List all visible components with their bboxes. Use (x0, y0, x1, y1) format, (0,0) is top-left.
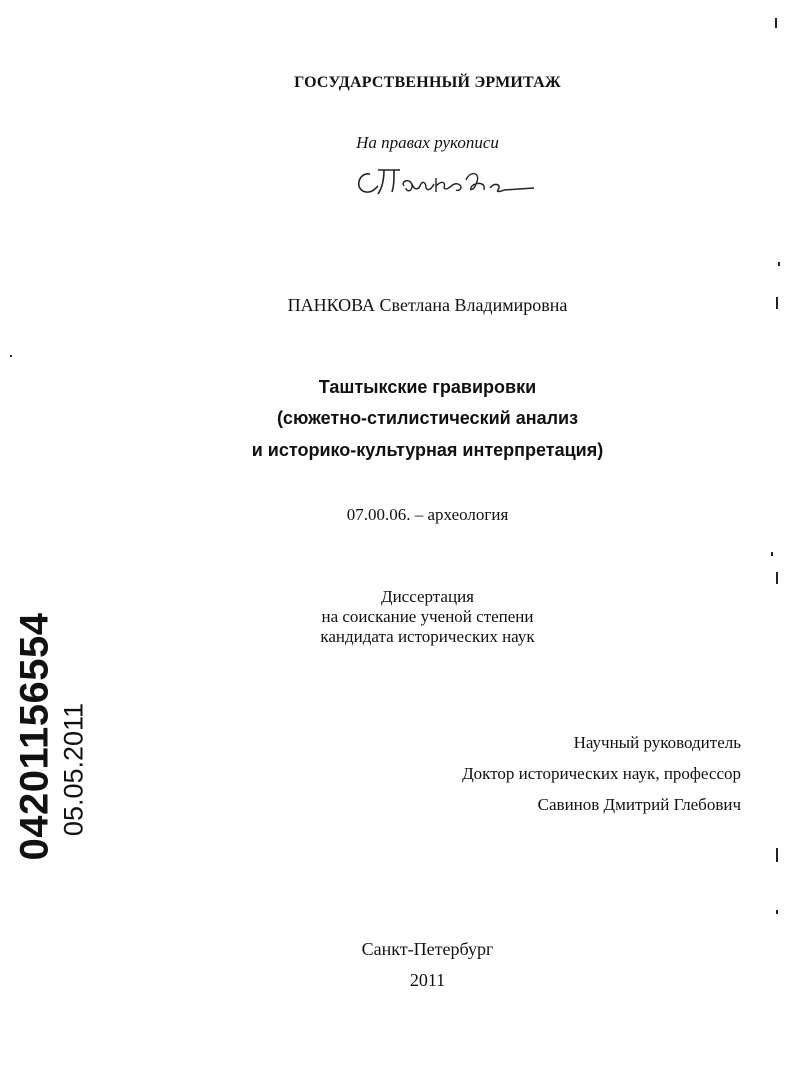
scan-speck (775, 18, 777, 28)
scan-speck (776, 910, 778, 914)
library-stamp-date: 05.05.2011 (58, 702, 89, 837)
author-name: ПАНКОВА Светлана Владимировна (287, 295, 568, 315)
organization-name: ГОСУДАРСТВЕННЫЙ ЭРМИТАЖ (294, 74, 561, 91)
supervisor-role: Научный руководитель (573, 733, 741, 752)
title-line-2: (сюжетно-стилистический анализ (276, 408, 579, 428)
scan-speck (776, 297, 778, 309)
scan-speck (778, 262, 780, 266)
handwritten-signature (348, 160, 538, 205)
title-line-1: Таштыкские гравировки (318, 377, 537, 397)
library-stamp-number: 04201156554 (12, 612, 57, 861)
dissertation-line-3: кандидата исторических наук (320, 627, 535, 646)
scan-speck (10, 355, 12, 357)
rights-note: На правах рукописи (356, 133, 499, 152)
scan-speck (771, 552, 773, 556)
supervisor-name: Савинов Дмитрий Глебович (537, 795, 741, 814)
dissertation-line-1: Диссертация (380, 587, 474, 606)
scan-speck (776, 848, 778, 862)
dissertation-line-2: на соискание ученой степени (321, 607, 534, 626)
title-line-3: и историко-культурная интерпретация) (251, 440, 604, 460)
specialty-code: 07.00.06. – археология (346, 505, 509, 524)
scan-speck (776, 572, 778, 584)
supervisor-degree: Доктор исторических наук, профессор (462, 764, 741, 783)
city: Санкт-Петербург (361, 939, 494, 959)
year: 2011 (409, 970, 446, 990)
